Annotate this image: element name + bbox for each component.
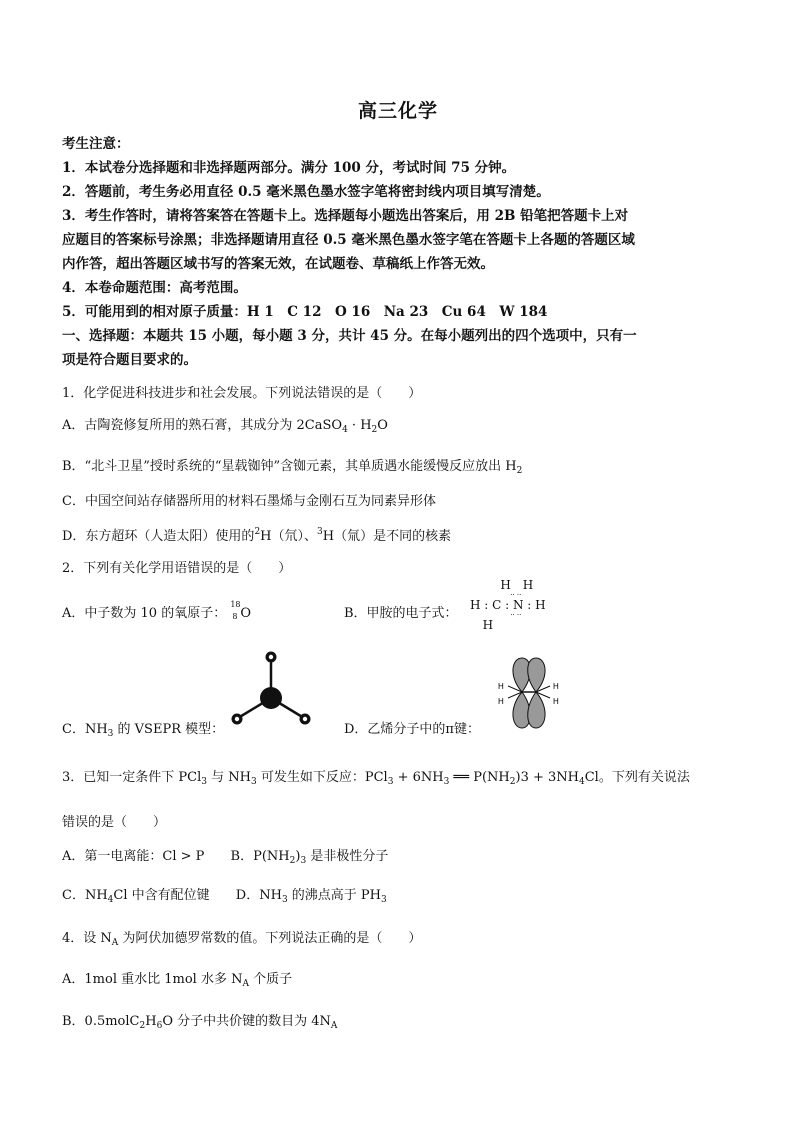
notice-item: 5．可能用到的相对原子质量：H 1 C 12 O 16 Na 23 Cu 64 W 184: [62, 304, 548, 320]
q3-option-c: C．$NH_4Cl$ 中含有配位键: [62, 888, 210, 905]
q3-option-d: D．$NH_3$ 的沸点高于 $PH_3$: [235, 888, 387, 905]
q3-option-a: A．第一电离能：Cl > P: [62, 849, 205, 864]
q1-stem: 1．化学促进科技进步和社会发展。下列说法错误的是（ ）: [62, 386, 422, 401]
q4-option-a: A．1mol 重水比 1mol 水多 $N_A$ 个质子: [62, 972, 293, 989]
q3-stem: 3．已知一定条件下 PCl$_3$ 与 $NH_3$ 可发生如下反应：$PCl_3 + 6NH_3$ ══ $P(NH_2)3 + 3NH_4Cl$。下列有关说法: [62, 770, 690, 787]
q3-option-b: B．$P(NH_2)_3$ 是非极性分子: [230, 849, 389, 866]
notice-item: 3．考生作答时，请将答案答在答题卡上。选择题每小题选出答案后，用 2B 铅笔把答题卡上对: [62, 208, 629, 224]
q4-stem: 4．设 $N_A$ 为阿伏加德罗常数的值。下列说法正确的是（ ）: [62, 931, 422, 948]
ethylene-pi-bond-image: [494, 656, 574, 730]
q1-option-a: A．古陶瓷修复所用的熟石膏，其成分为 2CaSO$_4$ · $H_2O$: [62, 418, 388, 435]
q2-option-b: B．甲胺的电子式：: [344, 606, 458, 621]
svg-text:H: H: [553, 682, 559, 691]
q1-option-b: B．“北斗卫星”授时系统的“星载铷钟”含铷元素，其单质遇水能缓慢反应放出 $H_2$: [62, 459, 523, 476]
svg-text:H: H: [553, 697, 559, 706]
svg-text:H: H: [498, 682, 504, 691]
notice-block: [62, 132, 734, 372]
q2-stem: 2．下列有关化学用语错误的是（ ）: [62, 561, 292, 576]
page-title: 高三化学: [357, 100, 438, 122]
notice-item: 2．答题前，考生务必用直径 0.5 毫米黑色墨水签字笔将密封线内项目填写清楚。: [62, 184, 550, 200]
notice-item: 4．本卷命题范围：高考范围。: [62, 280, 247, 296]
notice-item: 1．本试卷分选择题和非选择题两部分。满分 100 分，考试时间 75 分钟。: [62, 160, 516, 176]
q3-options-cd: [62, 884, 734, 905]
q3-stem-cont: 错误的是（ ）: [62, 815, 167, 830]
notice-heading: 考生注意：: [62, 136, 130, 152]
q2-option-c: C．$NH_3$ 的 VSEPR 模型：: [62, 722, 225, 739]
nh3-vsepr-model-image: [222, 646, 322, 736]
q4-option-b: B．$0.5molC_2H_6O$ 分子中共价键的数目为 $4N_A$: [62, 1014, 338, 1031]
notice-item: 应题目的答案标号涂黑；非选择题请用直径 0.5 毫米黑色墨水签字笔在答题卡上各题的答题区域: [62, 232, 635, 248]
q3-options-ab: [62, 845, 734, 866]
q2-option-a: A．中子数为 10 的氧原子： 18 8 O: [62, 599, 252, 621]
q2-option-d: D．乙烯分子中的π键：: [344, 722, 480, 737]
methylamine-electron-formula: H H ·· ·· H : C : N : H ·· ·· H: [470, 578, 546, 632]
section-heading: 项是符合题目要求的。: [62, 352, 197, 368]
q1-option-d: D．东方超环（人造太阳）使用的$^2$H（氘）、$^3$H（氚）是不同的核素: [62, 527, 452, 544]
section-heading: 一、选择题：本题共 15 小题，每小题 3 分，共计 45 分。在每小题列出的四个选项中，只有一: [62, 328, 637, 344]
notice-item: 内作答，超出答题区域书写的答案无效，在试题卷、草稿纸上作答无效。: [62, 256, 494, 272]
svg-text:H: H: [498, 697, 504, 706]
q1-option-c: C．中国空间站存储器所用的材料石墨烯与金刚石互为同素异形体: [62, 494, 436, 509]
oxygen-isotope-symbol: 18 8 O: [230, 599, 252, 621]
